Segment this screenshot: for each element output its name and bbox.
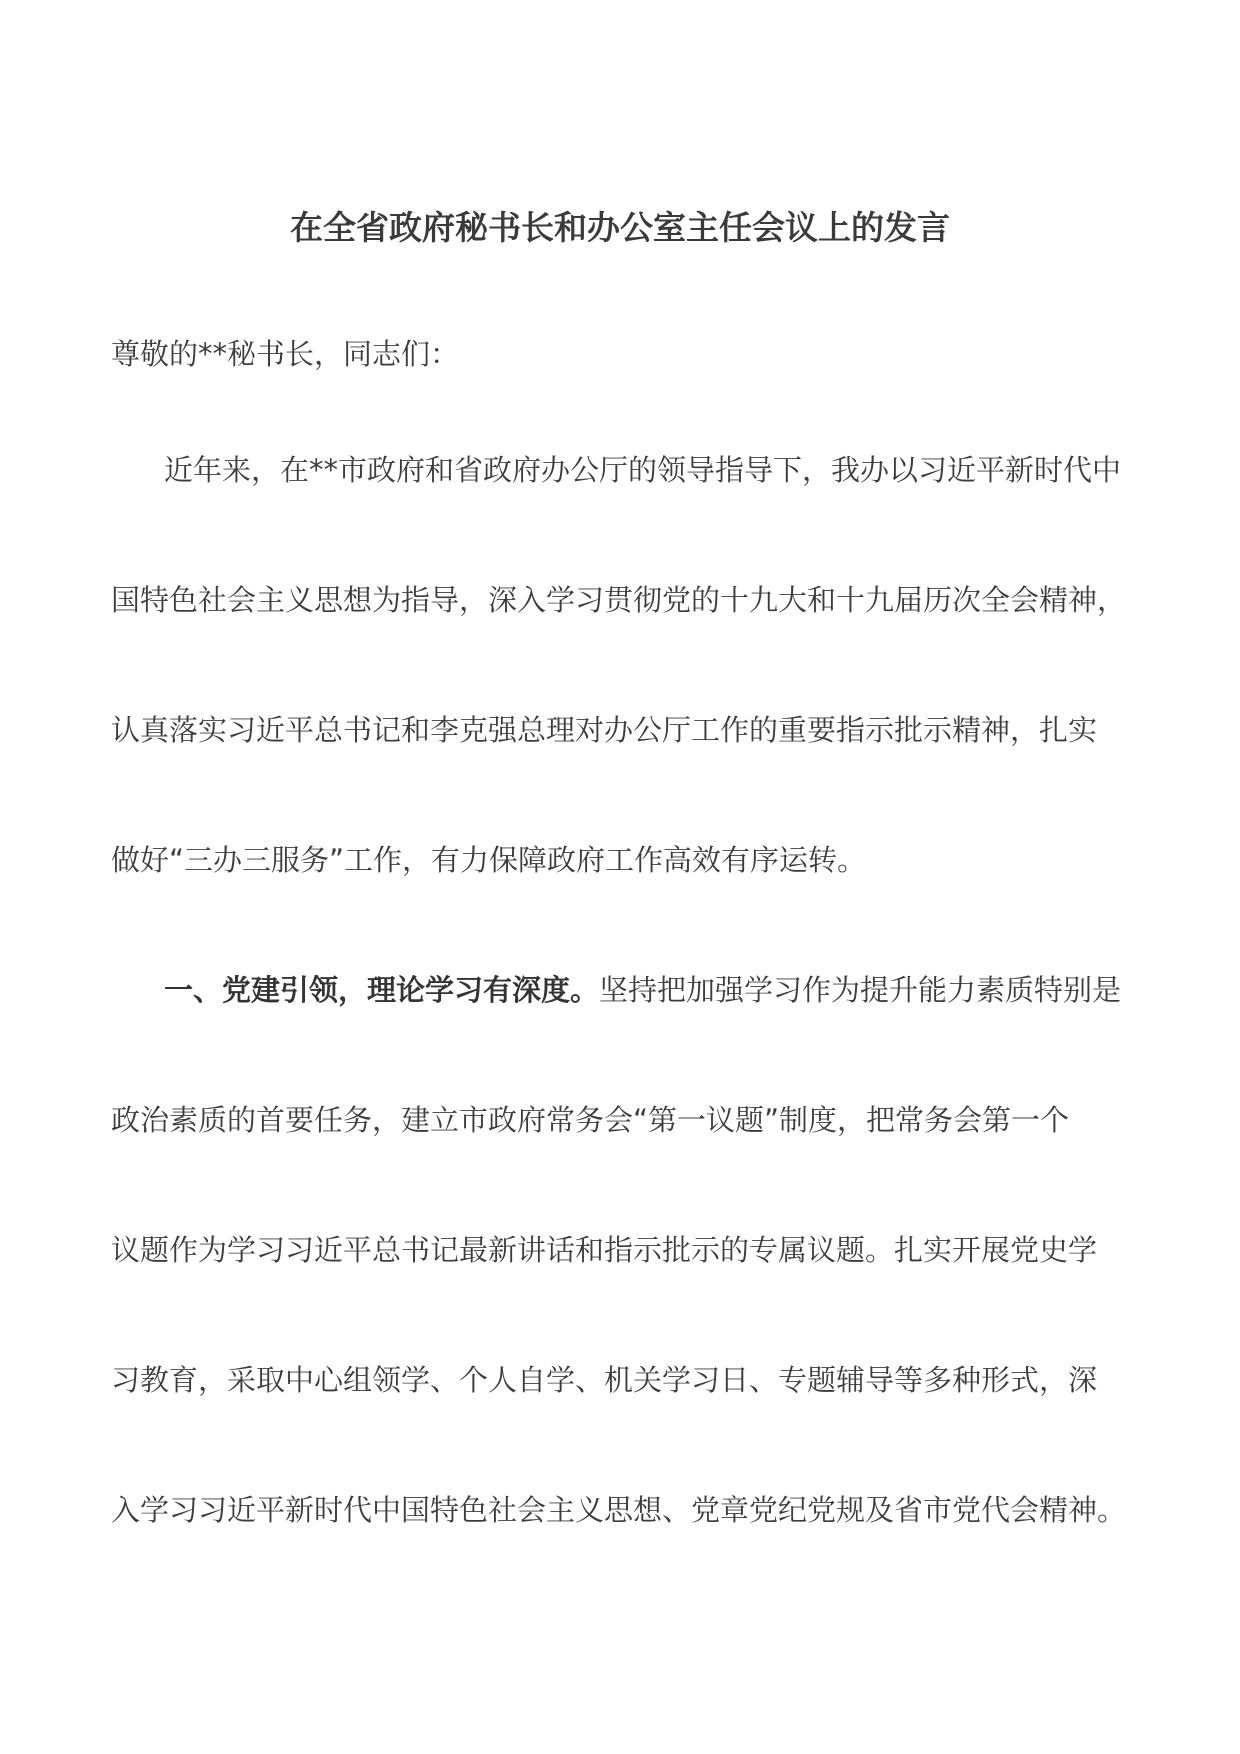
section-one-line: 政治素质的首要任务，建立市政府常务会“第一议题”制度，把常务会第一个	[111, 1103, 1070, 1137]
section-one-line: 入学习习近平新时代中国特色社会主义思想、党章党纪党规及省市党代会精神。	[111, 1493, 1127, 1527]
intro-line: 近年来，在**市政府和省政府办公厅的领导指导下，我办以习近平新时代中	[164, 453, 1122, 487]
document-title: 在全省政府秘书长和办公室主任会议上的发言	[290, 208, 950, 247]
section-one-line: 习教育，采取中心组领学、个人自学、机关学习日、专题辅导等多种形式，深	[111, 1363, 1098, 1397]
intro-line: 认真落实习近平总书记和李克强总理对办公厅工作的重要指示批示精神，扎实	[111, 713, 1098, 747]
intro-line: 做好“三办三服务”工作，有力保障政府工作高效有序运转。	[111, 843, 867, 877]
section-one-first-line	[164, 968, 1154, 1012]
intro-line: 国特色社会主义思想为指导，深入学习贯彻党的十九大和十九届历次全会精神，	[111, 583, 1127, 617]
salutation: 尊敬的**秘书长，同志们：	[111, 337, 460, 371]
section-one-heading: 一、党建引领，理论学习有深度。	[164, 973, 600, 1007]
section-one-first-line-text: 坚持把加强学习作为提升能力素质特别是	[599, 973, 1122, 1007]
section-one-line: 议题作为学习习近平总书记最新讲话和指示批示的专属议题。扎实开展党史学	[111, 1233, 1098, 1267]
